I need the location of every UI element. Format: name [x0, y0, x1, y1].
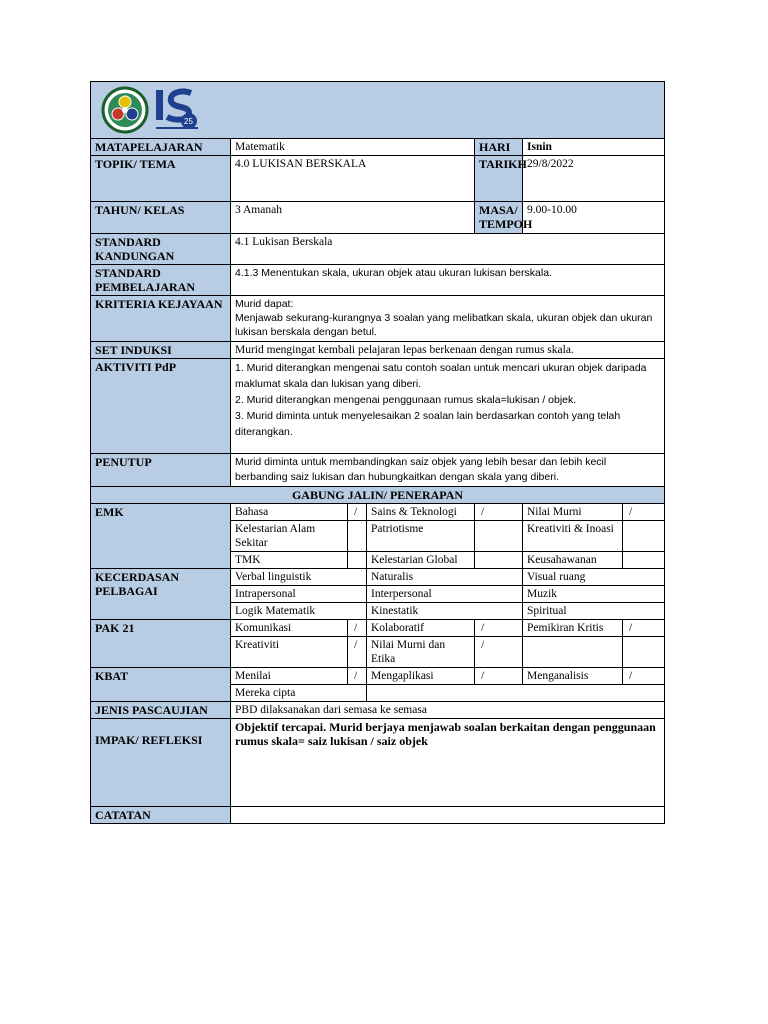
- emk-mark: [475, 552, 523, 569]
- pak21-item: Kreativiti: [231, 637, 348, 668]
- pak21-mark: /: [348, 637, 367, 668]
- pak21-item: Nilai Murni dan Etika: [367, 637, 475, 668]
- kecerdasan-item: Interpersonal: [367, 586, 523, 603]
- emk-mark: /: [348, 504, 367, 521]
- class-label: TAHUN/ KELAS: [91, 202, 231, 234]
- emk-mark: /: [475, 504, 523, 521]
- emk-item: Bahasa: [231, 504, 348, 521]
- date-label: TARIKH: [475, 156, 523, 202]
- emk-mark: /: [623, 504, 665, 521]
- emk-item: Sains & Teknologi: [367, 504, 475, 521]
- standard-pembelajaran-value: 4.1.3 Menentukan skala, ukuran objek atau ukuran lukisan berskala.: [231, 265, 665, 296]
- pak21-item: Kolaboratif: [367, 620, 475, 637]
- kbat-item: Mengaplikasi: [367, 668, 475, 685]
- impak-label-text: IMPAK/ REFLEKSI: [95, 733, 203, 747]
- pascaujian-label: JENIS PASCAUJIAN: [91, 702, 231, 719]
- emk-mark: [475, 521, 523, 552]
- impak-label: [91, 719, 231, 807]
- pak21-mark: /: [623, 620, 665, 637]
- pak21-mark: /: [475, 637, 523, 668]
- time-value: 9.00-10.00: [523, 202, 665, 234]
- catatan-label: CATATAN: [91, 807, 231, 824]
- emk-mark: [623, 552, 665, 569]
- impak-value: Objektif tercapai. Murid berjaya menjawab soalan berkaitan dengan penggunaan rumus skala= saiz lukisan / saiz objek: [231, 719, 665, 807]
- pak21-item: Komunikasi: [231, 620, 348, 637]
- pak21-mark: /: [348, 620, 367, 637]
- penutup-label: PENUTUP: [91, 454, 231, 487]
- emk-item: Keusahawanan: [523, 552, 623, 569]
- kbat-item: Mereka cipta: [231, 685, 367, 702]
- kecerdasan-item: Spiritual: [523, 603, 665, 620]
- kriteria-cell: [231, 296, 665, 342]
- aktiviti-cell: [231, 359, 665, 454]
- lesson-plan-sheet: [90, 81, 664, 824]
- pak21-mark: [623, 637, 665, 668]
- kecerdasan-item: Visual ruang: [523, 569, 665, 586]
- class-value: 3 Amanah: [231, 202, 475, 234]
- pascaujian-value: PBD dilaksanakan dari semasa ke semasa: [231, 702, 665, 719]
- emk-mark: [348, 521, 367, 552]
- kbat-mark: /: [475, 668, 523, 685]
- emk-item: TMK: [231, 552, 348, 569]
- kecerdasan-item: Intrapersonal: [231, 586, 367, 603]
- logo-header: [91, 82, 665, 139]
- subject-value: Matematik: [231, 139, 475, 156]
- kecerdasan-item: Muzik: [523, 586, 665, 603]
- school-crest-logo: [101, 86, 149, 134]
- kbat-empty-cell: [367, 685, 665, 702]
- kecerdasan-label: KECERDASAN PELBAGAI: [91, 569, 231, 620]
- date-value: 29/8/2022: [523, 156, 665, 202]
- day-label: HARI: [475, 139, 523, 156]
- topic-label: TOPIK/ TEMA: [91, 156, 231, 202]
- is25-anniversary-logo: [153, 87, 201, 133]
- kecerdasan-item: Verbal linguistik: [231, 569, 367, 586]
- kecerdasan-item: Kinestatik: [367, 603, 523, 620]
- kbat-item: Menganalisis: [523, 668, 623, 685]
- time-label: MASA/ TEMPOH: [475, 202, 523, 234]
- pak21-mark: /: [475, 620, 523, 637]
- pak21-label: PAK 21: [91, 620, 231, 668]
- lesson-plan-table: [90, 81, 665, 824]
- emk-label: EMK: [91, 504, 231, 569]
- emk-mark: [623, 521, 665, 552]
- kbat-item: Menilai: [231, 668, 348, 685]
- standard-kandungan-label: STANDARD KANDUNGAN: [91, 234, 231, 265]
- aktiviti-label: AKTIVITI PdP: [91, 359, 231, 454]
- set-induksi-value: Murid mengingat kembali pelajaran lepas berkenaan dengan rumus skala.: [231, 342, 665, 359]
- kriteria-label: KRITERIA KEJAYAAN: [91, 296, 231, 342]
- aktiviti-item: 1. Murid diterangkan mengenai satu contoh soalan untuk mencari ukuran objek daripada maklumat skala dan lukisan yang diberi.: [235, 362, 647, 390]
- standard-kandungan-value: 4.1 Lukisan Berskala: [231, 234, 665, 265]
- day-value: Isnin: [523, 139, 665, 156]
- gabung-jalin-heading: GABUNG JALIN/ PENERAPAN: [91, 487, 665, 504]
- kbat-label: KBAT: [91, 668, 231, 702]
- emk-item: Kelestarian Alam Sekitar: [231, 521, 348, 552]
- emk-item: Nilai Murni: [523, 504, 623, 521]
- subject-label: MATAPELAJARAN: [91, 139, 231, 156]
- standard-pembelajaran-label: STANDARD PEMBELAJARAN: [91, 265, 231, 296]
- aktiviti-item: 3. Murid diminta untuk menyelesaikan 2 soalan lain berdasarkan contoh yang telah diterangkan.: [235, 410, 621, 438]
- kecerdasan-item: Naturalis: [367, 569, 523, 586]
- catatan-value: [231, 807, 665, 824]
- kbat-mark: /: [623, 668, 665, 685]
- kriteria-value: Menjawab sekurang-kurangnya 3 soalan yang melibatkan skala, ukuran objek dan ukuran lukisan berskala dengan betul.: [235, 312, 653, 338]
- svg-text:25: 25: [184, 117, 193, 126]
- penutup-value: Murid diminta untuk membandingkan saiz objek yang lebih besar dan lebih kecil berbanding saiz lukisan dan hubungkaitkan dengan skala yang diberi.: [231, 454, 665, 487]
- emk-item: Patriotisme: [367, 521, 475, 552]
- pak21-item: Pemikiran Kritis: [523, 620, 623, 637]
- kecerdasan-item: Logik Matematik: [231, 603, 367, 620]
- pak21-item: [523, 637, 623, 668]
- kbat-mark: /: [348, 668, 367, 685]
- emk-item: Kreativiti & Inoasi: [523, 521, 623, 552]
- aktiviti-item: 2. Murid diterangkan mengenai penggunaan rumus skala=lukisan / objek.: [235, 394, 577, 406]
- emk-item: Kelestarian Global: [367, 552, 475, 569]
- topic-value: 4.0 LUKISAN BERSKALA: [231, 156, 475, 202]
- set-induksi-label: SET INDUKSI: [91, 342, 231, 359]
- emk-mark: [348, 552, 367, 569]
- kriteria-intro: Murid dapat:: [235, 298, 294, 310]
